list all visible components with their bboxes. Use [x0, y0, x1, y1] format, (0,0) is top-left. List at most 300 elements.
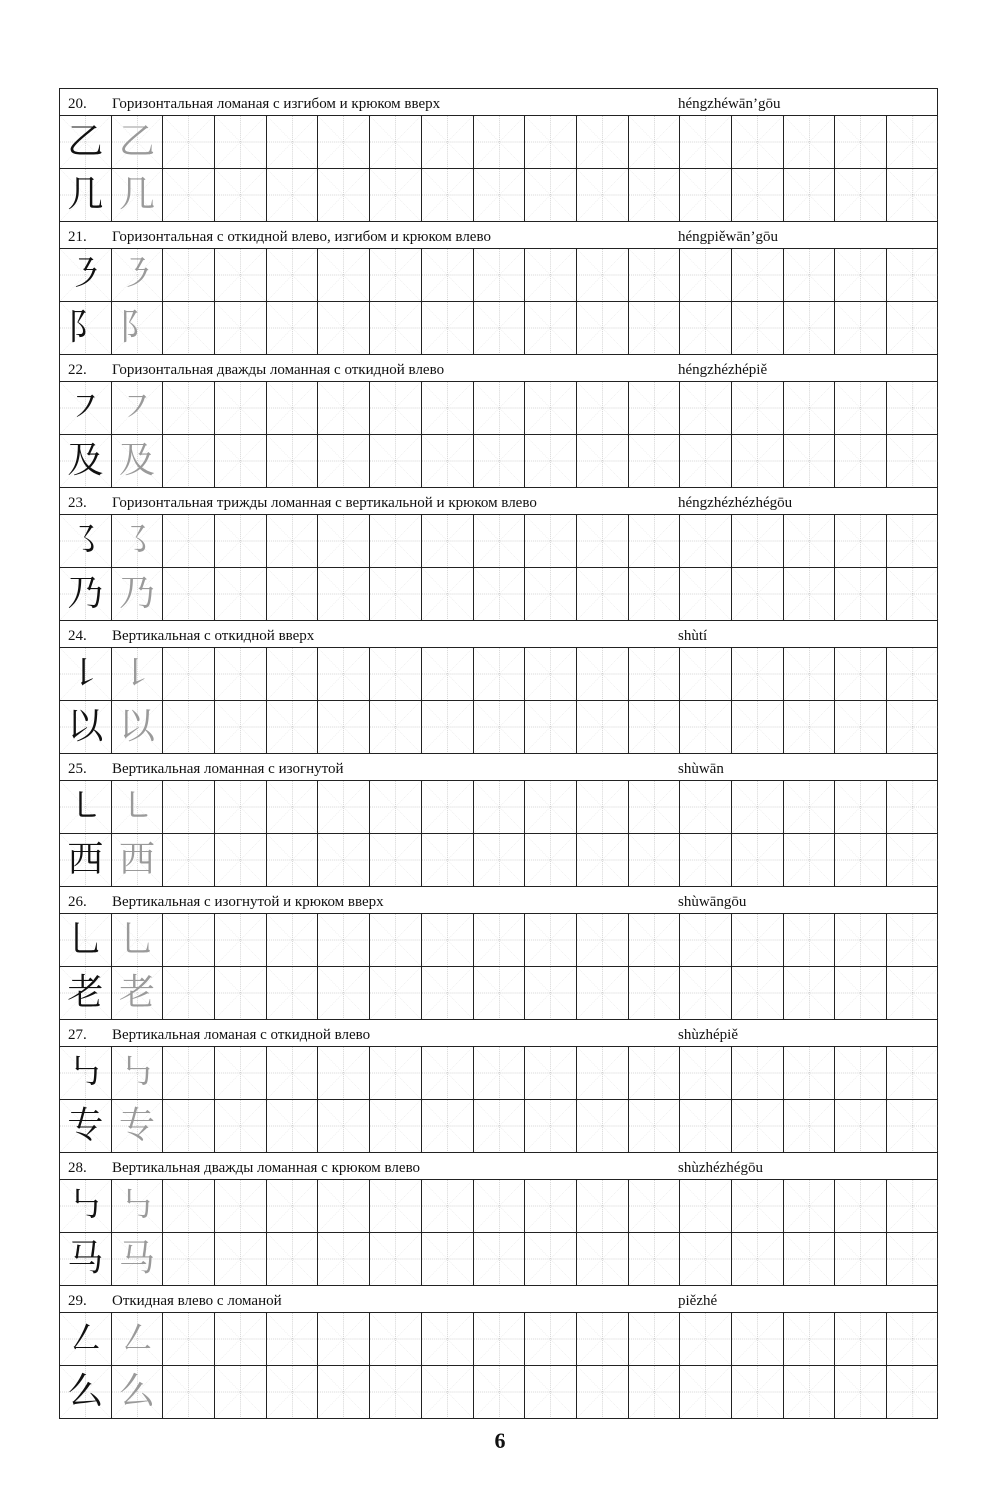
- grid-cell: [267, 967, 319, 1019]
- grid-cell: [474, 701, 526, 753]
- trace-character: 么: [119, 1371, 156, 1412]
- grid-cell: [680, 834, 732, 886]
- grid-cell: [318, 1180, 370, 1232]
- trace-character: ㇄: [119, 786, 156, 827]
- grid-cell: [215, 701, 267, 753]
- grid-cell: [887, 302, 939, 354]
- section-header: [60, 1020, 937, 1047]
- grid-cell: [887, 1180, 939, 1232]
- grid-cell: [370, 1180, 422, 1232]
- grid-cell: [680, 914, 732, 966]
- grid-cell: [318, 914, 370, 966]
- grid-cell: [163, 1100, 215, 1152]
- example-practice-row: [60, 1233, 937, 1286]
- grid-cell: [215, 435, 267, 487]
- grid-cell: [629, 648, 681, 700]
- section-number: 22.: [68, 362, 87, 378]
- grid-cell: [732, 435, 784, 487]
- grid-cell: [680, 967, 732, 1019]
- section-pinyin: piězhé: [678, 1293, 718, 1309]
- grid-cell: [577, 967, 629, 1019]
- grid-cell: [112, 169, 164, 221]
- section-number: 28.: [68, 1160, 87, 1176]
- grid-cell: [680, 701, 732, 753]
- grid-cell: [525, 116, 577, 168]
- grid-cell: [577, 382, 629, 434]
- section-pinyin: héngzhézhézhégōu: [678, 495, 793, 511]
- grid-cell: [112, 249, 164, 301]
- grid-cell: [215, 302, 267, 354]
- grid-cell: [267, 116, 319, 168]
- grid-cell: [370, 169, 422, 221]
- model-character: ㇉: [67, 1185, 104, 1226]
- grid-cell: [732, 1313, 784, 1365]
- grid-cell: [784, 568, 836, 620]
- grid-cell: [370, 116, 422, 168]
- model-character: ㇇: [67, 387, 104, 428]
- grid-cell: [215, 1366, 267, 1418]
- grid-cell: [60, 1366, 112, 1418]
- section-title: Вертикальная с откидной вверх: [112, 628, 315, 644]
- grid-cell: [112, 781, 164, 833]
- section-number: 25.: [68, 761, 87, 777]
- grid-cell: [474, 914, 526, 966]
- grid-cell: [680, 169, 732, 221]
- grid-cell: [267, 302, 319, 354]
- grid-cell: [112, 568, 164, 620]
- grid-cell: [163, 568, 215, 620]
- grid-cell: [835, 1100, 887, 1152]
- grid-cell: [60, 116, 112, 168]
- grid-cell: [112, 1233, 164, 1285]
- stroke-practice-row: [60, 1313, 937, 1366]
- grid-cell: [629, 302, 681, 354]
- grid-cell: [474, 1100, 526, 1152]
- grid-cell: [318, 382, 370, 434]
- grid-cell: [629, 249, 681, 301]
- grid-cell: [784, 1313, 836, 1365]
- grid-cell: [629, 967, 681, 1019]
- grid-cell: [318, 1100, 370, 1152]
- grid-cell: [60, 1180, 112, 1232]
- grid-cell: [370, 834, 422, 886]
- grid-cell: [732, 781, 784, 833]
- grid-cell: [887, 169, 939, 221]
- grid-cell: [370, 302, 422, 354]
- grid-cell: [784, 1180, 836, 1232]
- grid-cell: [784, 648, 836, 700]
- grid-cell: [577, 116, 629, 168]
- grid-cell: [215, 967, 267, 1019]
- grid-cell: [474, 967, 526, 1019]
- grid-cell: [732, 701, 784, 753]
- grid-cell: [577, 568, 629, 620]
- grid-cell: [784, 834, 836, 886]
- trace-character: 阝: [119, 307, 156, 348]
- grid-cell: [525, 1313, 577, 1365]
- grid-cell: [577, 169, 629, 221]
- grid-cell: [887, 249, 939, 301]
- grid-cell: [163, 435, 215, 487]
- grid-cell: [370, 914, 422, 966]
- grid-cell: [422, 302, 474, 354]
- section-header: [60, 621, 937, 648]
- model-character: 几: [67, 174, 104, 215]
- grid-cell: [577, 1233, 629, 1285]
- stroke-section: [60, 754, 937, 887]
- section-pinyin: héngzhéwān’gōu: [678, 96, 781, 112]
- grid-cell: [577, 1047, 629, 1099]
- stroke-section: [60, 488, 937, 621]
- grid-cell: [784, 914, 836, 966]
- grid-cell: [525, 1233, 577, 1285]
- grid-cell: [887, 701, 939, 753]
- grid-cell: [680, 1047, 732, 1099]
- grid-cell: [629, 1047, 681, 1099]
- grid-cell: [112, 435, 164, 487]
- section-title: Откидная влево с ломаной: [112, 1293, 282, 1309]
- grid-cell: [112, 1313, 164, 1365]
- grid-cell: [422, 648, 474, 700]
- section-number: 26.: [68, 894, 87, 910]
- stroke-section: [60, 89, 937, 222]
- grid-cell: [887, 648, 939, 700]
- grid-cell: [60, 515, 112, 567]
- grid-cell: [422, 781, 474, 833]
- grid-cell: [112, 701, 164, 753]
- stroke-section: [60, 355, 937, 488]
- model-character: ㇜: [67, 1318, 104, 1359]
- grid-cell: [163, 515, 215, 567]
- model-character: 乚: [67, 919, 104, 960]
- grid-cell: [422, 568, 474, 620]
- grid-cell: [267, 1366, 319, 1418]
- example-practice-row: [60, 1366, 937, 1418]
- stroke-section: [60, 621, 937, 754]
- grid-cell: [732, 249, 784, 301]
- grid-cell: [163, 1180, 215, 1232]
- section-number: 21.: [68, 229, 87, 245]
- grid-cell: [215, 1233, 267, 1285]
- grid-cell: [215, 1047, 267, 1099]
- grid-cell: [163, 302, 215, 354]
- grid-cell: [474, 1233, 526, 1285]
- grid-cell: [163, 116, 215, 168]
- section-pinyin: shùwān: [678, 761, 724, 777]
- grid-cell: [784, 701, 836, 753]
- grid-cell: [112, 834, 164, 886]
- grid-cell: [370, 1313, 422, 1365]
- grid-cell: [525, 302, 577, 354]
- model-character: ㇋: [67, 254, 104, 295]
- grid-cell: [422, 1366, 474, 1418]
- stroke-section: [60, 222, 937, 355]
- grid-cell: [215, 781, 267, 833]
- section-title: Вертикальная ломанная с изогнутой: [112, 761, 344, 777]
- grid-cell: [680, 648, 732, 700]
- grid-cell: [577, 435, 629, 487]
- grid-cell: [60, 701, 112, 753]
- grid-cell: [525, 781, 577, 833]
- grid-cell: [680, 515, 732, 567]
- trace-character: ㇉: [119, 1185, 156, 1226]
- grid-cell: [525, 967, 577, 1019]
- trace-character: 老: [119, 972, 156, 1013]
- grid-cell: [680, 1313, 732, 1365]
- grid-cell: [835, 116, 887, 168]
- grid-cell: [215, 648, 267, 700]
- grid-cell: [215, 834, 267, 886]
- trace-character: ㇉: [119, 1052, 156, 1093]
- grid-cell: [60, 967, 112, 1019]
- grid-cell: [629, 382, 681, 434]
- grid-cell: [267, 382, 319, 434]
- grid-cell: [629, 834, 681, 886]
- grid-cell: [629, 515, 681, 567]
- grid-cell: [732, 515, 784, 567]
- grid-cell: [525, 249, 577, 301]
- section-title: Вертикальная с изогнутой и крюком вверх: [112, 894, 384, 910]
- grid-cell: [370, 648, 422, 700]
- stroke-practice-row: [60, 116, 937, 169]
- trace-character: 乃: [119, 573, 156, 614]
- grid-cell: [525, 435, 577, 487]
- grid-cell: [60, 648, 112, 700]
- grid-cell: [835, 1313, 887, 1365]
- grid-cell: [267, 568, 319, 620]
- grid-cell: [370, 781, 422, 833]
- grid-cell: [163, 249, 215, 301]
- grid-cell: [887, 1047, 939, 1099]
- section-title: Вертикальная дважды ломанная с крюком влево: [112, 1160, 421, 1176]
- grid-cell: [784, 781, 836, 833]
- grid-cell: [163, 1313, 215, 1365]
- grid-cell: [422, 116, 474, 168]
- grid-cell: [318, 1233, 370, 1285]
- section-header: [60, 222, 937, 249]
- grid-cell: [732, 834, 784, 886]
- grid-cell: [887, 382, 939, 434]
- trace-character: 西: [119, 839, 156, 880]
- grid-cell: [318, 169, 370, 221]
- grid-cell: [835, 515, 887, 567]
- grid-cell: [60, 302, 112, 354]
- grid-cell: [60, 914, 112, 966]
- trace-character: 以: [119, 706, 156, 747]
- grid-cell: [732, 1233, 784, 1285]
- model-character: 乙: [67, 121, 104, 162]
- model-character: 阝: [67, 307, 104, 348]
- grid-cell: [474, 568, 526, 620]
- grid-cell: [163, 169, 215, 221]
- grid-cell: [732, 1047, 784, 1099]
- grid-cell: [60, 382, 112, 434]
- example-practice-row: [60, 568, 937, 621]
- grid-cell: [732, 967, 784, 1019]
- grid-cell: [577, 701, 629, 753]
- grid-cell: [318, 1366, 370, 1418]
- grid-cell: [525, 1047, 577, 1099]
- example-practice-row: [60, 435, 937, 488]
- section-header: [60, 887, 937, 914]
- grid-cell: [318, 302, 370, 354]
- grid-cell: [629, 701, 681, 753]
- section-pinyin: shùtí: [678, 628, 708, 644]
- grid-cell: [60, 1233, 112, 1285]
- grid-cell: [163, 701, 215, 753]
- grid-cell: [732, 1366, 784, 1418]
- grid-cell: [887, 515, 939, 567]
- model-character: 专: [67, 1105, 104, 1146]
- grid-cell: [474, 249, 526, 301]
- grid-cell: [422, 914, 474, 966]
- grid-cell: [732, 568, 784, 620]
- grid-cell: [835, 834, 887, 886]
- section-header: [60, 754, 937, 781]
- grid-cell: [835, 169, 887, 221]
- grid-cell: [784, 967, 836, 1019]
- grid-cell: [267, 515, 319, 567]
- grid-cell: [318, 701, 370, 753]
- grid-cell: [525, 1180, 577, 1232]
- trace-character: ㇌: [119, 520, 156, 561]
- grid-cell: [525, 914, 577, 966]
- grid-cell: [318, 648, 370, 700]
- model-character: 乃: [67, 573, 104, 614]
- stroke-practice-row: [60, 648, 937, 701]
- grid-cell: [835, 967, 887, 1019]
- trace-character: 专: [119, 1105, 156, 1146]
- grid-cell: [577, 781, 629, 833]
- grid-cell: [163, 1366, 215, 1418]
- trace-character: 马: [119, 1238, 156, 1279]
- grid-cell: [215, 568, 267, 620]
- grid-cell: [732, 1180, 784, 1232]
- grid-cell: [474, 1180, 526, 1232]
- model-character: 西: [67, 839, 104, 880]
- grid-cell: [370, 1233, 422, 1285]
- section-pinyin: héngpiěwān’gōu: [678, 229, 778, 245]
- grid-cell: [680, 116, 732, 168]
- model-character: ㇌: [67, 520, 104, 561]
- section-title: Горизонтальная трижды ломанная с вертикальной и крюком влево: [112, 495, 537, 511]
- grid-cell: [163, 1047, 215, 1099]
- grid-cell: [629, 1366, 681, 1418]
- example-practice-row: [60, 1100, 937, 1153]
- grid-cell: [474, 648, 526, 700]
- grid-cell: [267, 435, 319, 487]
- grid-cell: [318, 834, 370, 886]
- grid-cell: [215, 1313, 267, 1365]
- grid-cell: [784, 515, 836, 567]
- grid-cell: [680, 568, 732, 620]
- grid-cell: [267, 1100, 319, 1152]
- grid-cell: [474, 1366, 526, 1418]
- grid-cell: [422, 169, 474, 221]
- grid-cell: [629, 1180, 681, 1232]
- grid-cell: [577, 914, 629, 966]
- trace-character: 乚: [119, 919, 156, 960]
- grid-cell: [163, 967, 215, 1019]
- grid-cell: [577, 834, 629, 886]
- trace-character: 及: [119, 440, 156, 481]
- section-pinyin: shùwāngōu: [678, 894, 747, 910]
- grid-cell: [370, 1047, 422, 1099]
- grid-cell: [215, 1100, 267, 1152]
- grid-cell: [370, 967, 422, 1019]
- model-character: ㇄: [67, 786, 104, 827]
- grid-cell: [525, 701, 577, 753]
- grid-cell: [112, 116, 164, 168]
- grid-cell: [887, 1100, 939, 1152]
- grid-cell: [680, 781, 732, 833]
- grid-cell: [112, 967, 164, 1019]
- grid-cell: [267, 1047, 319, 1099]
- grid-cell: [784, 1366, 836, 1418]
- grid-cell: [680, 249, 732, 301]
- grid-cell: [60, 169, 112, 221]
- grid-cell: [422, 1313, 474, 1365]
- grid-cell: [629, 116, 681, 168]
- stroke-practice-row: [60, 382, 937, 435]
- grid-cell: [525, 1100, 577, 1152]
- grid-cell: [370, 1100, 422, 1152]
- section-title: Горизонтальная с откидной влево, изгибом и крюком влево: [112, 229, 491, 245]
- grid-cell: [784, 302, 836, 354]
- grid-cell: [835, 249, 887, 301]
- section-header: [60, 488, 937, 515]
- grid-cell: [318, 967, 370, 1019]
- grid-cell: [112, 648, 164, 700]
- grid-cell: [422, 249, 474, 301]
- grid-cell: [60, 1100, 112, 1152]
- grid-cell: [629, 1313, 681, 1365]
- model-character: 以: [67, 706, 104, 747]
- grid-cell: [163, 834, 215, 886]
- section-header: [60, 89, 937, 116]
- stroke-section: [60, 1020, 937, 1153]
- grid-cell: [112, 515, 164, 567]
- model-character: 么: [67, 1371, 104, 1412]
- grid-cell: [112, 1180, 164, 1232]
- grid-cell: [577, 1313, 629, 1365]
- grid-cell: [629, 1233, 681, 1285]
- example-practice-row: [60, 967, 937, 1020]
- grid-cell: [680, 1180, 732, 1232]
- grid-cell: [60, 1047, 112, 1099]
- grid-cell: [474, 435, 526, 487]
- grid-cell: [784, 1047, 836, 1099]
- section-pinyin: shùzhézhégōu: [678, 1160, 763, 1176]
- grid-cell: [835, 1180, 887, 1232]
- grid-cell: [629, 914, 681, 966]
- model-character: 马: [67, 1238, 104, 1279]
- grid-cell: [215, 249, 267, 301]
- grid-cell: [525, 1366, 577, 1418]
- grid-cell: [370, 515, 422, 567]
- section-pinyin: héngzhézhépiě: [678, 362, 768, 378]
- grid-cell: [422, 967, 474, 1019]
- grid-cell: [784, 382, 836, 434]
- grid-cell: [215, 382, 267, 434]
- grid-cell: [887, 781, 939, 833]
- grid-cell: [318, 435, 370, 487]
- model-character: ㇉: [67, 1052, 104, 1093]
- grid-cell: [835, 568, 887, 620]
- grid-cell: [887, 834, 939, 886]
- grid-cell: [577, 1180, 629, 1232]
- grid-cell: [163, 781, 215, 833]
